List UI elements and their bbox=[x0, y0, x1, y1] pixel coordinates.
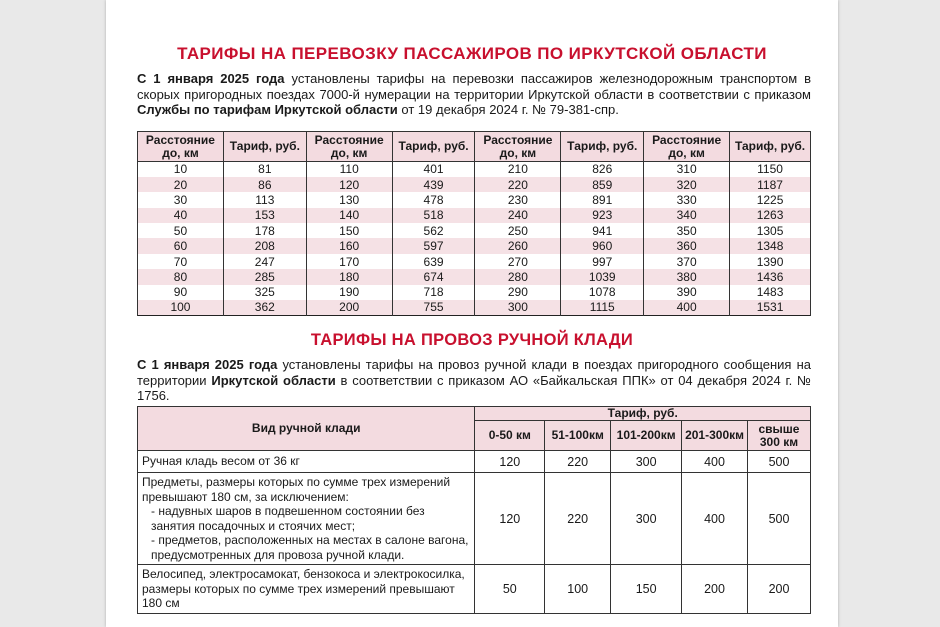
table-row bbox=[138, 238, 811, 253]
table-cell: 180 bbox=[306, 269, 392, 284]
header-tariff: Тариф, руб. bbox=[730, 132, 811, 162]
table-cell: 390 bbox=[644, 285, 730, 300]
table-row bbox=[138, 162, 811, 177]
table-cell: 230 bbox=[475, 192, 561, 207]
table-cell: 50 bbox=[138, 223, 224, 238]
table-cell: 439 bbox=[392, 177, 475, 192]
description-line: - надувных шаров в подвешенном состоянии без занятия посадочных и стоячих мест; bbox=[151, 504, 425, 533]
table-cell: 360 bbox=[644, 238, 730, 253]
table-cell: 518 bbox=[392, 208, 475, 223]
fares-title: ТАРИФЫ НА ПЕРЕВОЗКУ ПАССАЖИРОВ ПО ИРКУТСКОЙ ОБЛАСТИ bbox=[177, 44, 767, 63]
luggage-description bbox=[138, 473, 475, 565]
luggage-intro bbox=[137, 357, 811, 404]
fares-intro bbox=[137, 71, 811, 118]
document-page bbox=[106, 0, 838, 627]
table-cell: 1187 bbox=[730, 177, 811, 192]
table-cell: 260 bbox=[475, 238, 561, 253]
table-cell: 280 bbox=[475, 269, 561, 284]
table-cell: 941 bbox=[561, 223, 644, 238]
table-cell: 1115 bbox=[561, 300, 644, 315]
table-cell: 1039 bbox=[561, 269, 644, 284]
luggage-intro-text-a: установлены тарифы на провоз ручной клади в поездах пригородного сообщения на территории bbox=[137, 357, 811, 388]
header-distance: Расстояние до, км bbox=[475, 132, 561, 162]
table-cell: 325 bbox=[223, 285, 306, 300]
table-cell: 80 bbox=[138, 269, 224, 284]
table-cell: 208 bbox=[223, 238, 306, 253]
table-cell: 190 bbox=[306, 285, 392, 300]
table-cell: 220 bbox=[475, 177, 561, 192]
table-cell: 113 bbox=[223, 192, 306, 207]
table-row bbox=[138, 473, 811, 565]
table-cell: 859 bbox=[561, 177, 644, 192]
table-cell: 755 bbox=[392, 300, 475, 315]
header-tariff: Тариф, руб. bbox=[561, 132, 644, 162]
header-distance: Расстояние до, км bbox=[138, 132, 224, 162]
table-cell: 40 bbox=[138, 208, 224, 223]
header-distance: Расстояние до, км bbox=[644, 132, 730, 162]
luggage-intro-date: С 1 января 2025 года bbox=[137, 357, 278, 372]
table-cell: 120 bbox=[475, 473, 545, 565]
table-cell: 270 bbox=[475, 254, 561, 269]
table-cell: 110 bbox=[306, 162, 392, 177]
luggage-description: Ручная кладь весом от 36 кг bbox=[138, 451, 475, 473]
table-cell: 997 bbox=[561, 254, 644, 269]
header-tariff: Тариф, руб. bbox=[223, 132, 306, 162]
table-cell: 500 bbox=[748, 451, 811, 473]
table-cell: 1263 bbox=[730, 208, 811, 223]
table-cell: 340 bbox=[644, 208, 730, 223]
table-cell: 86 bbox=[223, 177, 306, 192]
table-row bbox=[138, 300, 811, 315]
table-cell: 330 bbox=[644, 192, 730, 207]
table-cell: 50 bbox=[475, 565, 545, 614]
table-cell: 1348 bbox=[730, 238, 811, 253]
fares-table bbox=[137, 131, 811, 316]
table-cell: 1305 bbox=[730, 223, 811, 238]
table-cell: 562 bbox=[392, 223, 475, 238]
luggage-header-row bbox=[138, 407, 811, 421]
header-range: 201-300км bbox=[682, 421, 748, 451]
table-cell: 240 bbox=[475, 208, 561, 223]
luggage-table bbox=[137, 406, 811, 614]
table-cell: 300 bbox=[475, 300, 561, 315]
table-cell: 923 bbox=[561, 208, 644, 223]
table-cell: 100 bbox=[545, 565, 611, 614]
header-tariff-group: Тариф, руб. bbox=[475, 407, 811, 421]
table-cell: 400 bbox=[682, 451, 748, 473]
header-range: 0-50 км bbox=[475, 421, 545, 451]
table-cell: 200 bbox=[306, 300, 392, 315]
description-line: Предметы, размеры которых по сумме трех измерений превышают 180 см, за исключением: bbox=[142, 475, 451, 504]
table-cell: 718 bbox=[392, 285, 475, 300]
table-cell: 130 bbox=[306, 192, 392, 207]
table-cell: 60 bbox=[138, 238, 224, 253]
table-cell: 220 bbox=[545, 473, 611, 565]
table-cell: 500 bbox=[748, 473, 811, 565]
table-cell: 380 bbox=[644, 269, 730, 284]
table-cell: 350 bbox=[644, 223, 730, 238]
fares-header-row bbox=[138, 132, 811, 162]
table-cell: 1150 bbox=[730, 162, 811, 177]
luggage-intro-text-b: в соответствии с приказом АО «Байкальская ППК» от 04 декабря 2024 г. № 1756. bbox=[137, 372, 812, 403]
table-cell: 150 bbox=[611, 565, 682, 614]
table-cell: 290 bbox=[475, 285, 561, 300]
header-luggage-type: Вид ручной клади bbox=[138, 407, 475, 451]
table-row bbox=[138, 223, 811, 238]
table-cell: 170 bbox=[306, 254, 392, 269]
table-cell: 478 bbox=[392, 192, 475, 207]
table-cell: 300 bbox=[611, 473, 682, 565]
table-cell: 210 bbox=[475, 162, 561, 177]
table-cell: 370 bbox=[644, 254, 730, 269]
fares-intro-date: С 1 января 2025 года bbox=[137, 71, 285, 86]
table-cell: 120 bbox=[306, 177, 392, 192]
header-range: свыше 300 км bbox=[748, 421, 811, 451]
table-row bbox=[138, 269, 811, 284]
table-cell: 400 bbox=[644, 300, 730, 315]
table-row bbox=[138, 254, 811, 269]
table-cell: 400 bbox=[682, 473, 748, 565]
table-cell: 674 bbox=[392, 269, 475, 284]
table-cell: 150 bbox=[306, 223, 392, 238]
table-cell: 140 bbox=[306, 208, 392, 223]
table-cell: 200 bbox=[748, 565, 811, 614]
table-cell: 1390 bbox=[730, 254, 811, 269]
table-cell: 1078 bbox=[561, 285, 644, 300]
table-cell: 153 bbox=[223, 208, 306, 223]
table-cell: 1225 bbox=[730, 192, 811, 207]
table-cell: 100 bbox=[138, 300, 224, 315]
table-cell: 178 bbox=[223, 223, 306, 238]
table-cell: 1531 bbox=[730, 300, 811, 315]
description-line: - предметов, расположенных на местах в салоне вагона, предусмотренных для провоза ручной клади. bbox=[151, 533, 469, 562]
table-cell: 30 bbox=[138, 192, 224, 207]
table-cell: 960 bbox=[561, 238, 644, 253]
header-distance: Расстояние до, км bbox=[306, 132, 392, 162]
table-cell: 200 bbox=[682, 565, 748, 614]
table-cell: 10 bbox=[138, 162, 224, 177]
table-cell: 310 bbox=[644, 162, 730, 177]
header-range: 101-200км bbox=[611, 421, 682, 451]
table-cell: 81 bbox=[223, 162, 306, 177]
table-row bbox=[138, 192, 811, 207]
table-cell: 120 bbox=[475, 451, 545, 473]
header-tariff: Тариф, руб. bbox=[392, 132, 475, 162]
luggage-intro-region: Иркутской области bbox=[211, 372, 336, 388]
table-cell: 160 bbox=[306, 238, 392, 253]
table-cell: 70 bbox=[138, 254, 224, 269]
header-range: 51-100км bbox=[545, 421, 611, 451]
table-cell: 597 bbox=[392, 238, 475, 253]
table-cell: 362 bbox=[223, 300, 306, 315]
table-cell: 90 bbox=[138, 285, 224, 300]
table-cell: 285 bbox=[223, 269, 306, 284]
fares-intro-authority: Службы по тарифам Иркутской области bbox=[137, 102, 398, 117]
table-row bbox=[138, 285, 811, 300]
table-cell: 401 bbox=[392, 162, 475, 177]
table-row bbox=[138, 451, 811, 473]
fares-intro-text-b: от 19 декабря 2024 г. № 79-381-спр. bbox=[397, 102, 619, 117]
table-cell: 639 bbox=[392, 254, 475, 269]
table-cell: 247 bbox=[223, 254, 306, 269]
table-row bbox=[138, 565, 811, 614]
table-cell: 1483 bbox=[730, 285, 811, 300]
table-cell: 320 bbox=[644, 177, 730, 192]
fares-intro-text-a: установлены тарифы на перевозки пассажиров железнодорожным транспортом в скорых пригородных поездах 7000-й нумерации на территории Иркутской области в соответствии с приказом bbox=[137, 71, 811, 102]
table-row bbox=[138, 177, 811, 192]
table-row bbox=[138, 208, 811, 223]
table-cell: 20 bbox=[138, 177, 224, 192]
luggage-description: Велосипед, электросамокат, бензокоса и электрокосилка, размеры которых по сумме трех измерений превышают 180 см bbox=[138, 565, 475, 614]
luggage-title: ТАРИФЫ НА ПРОВОЗ РУЧНОЙ КЛАДИ bbox=[310, 331, 634, 349]
table-cell: 1436 bbox=[730, 269, 811, 284]
table-cell: 300 bbox=[611, 451, 682, 473]
table-cell: 220 bbox=[545, 451, 611, 473]
table-cell: 826 bbox=[561, 162, 644, 177]
table-cell: 891 bbox=[561, 192, 644, 207]
table-cell: 250 bbox=[475, 223, 561, 238]
